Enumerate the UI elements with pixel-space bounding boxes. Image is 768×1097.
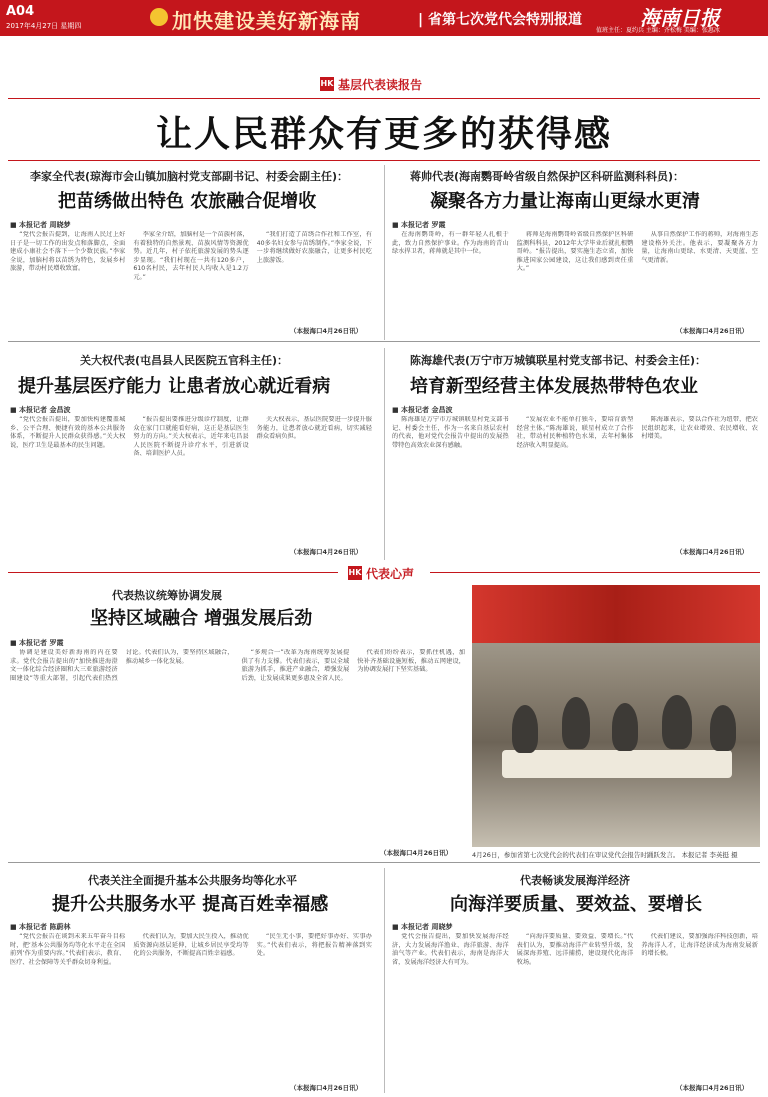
- voice-headline: 坚持区域融合 增强发展后劲: [90, 608, 313, 629]
- issue-date: 2017年4月27日 星期四: [6, 22, 82, 30]
- voice-headline: 向海洋要质量、要效益、要增长: [450, 894, 702, 915]
- voice-byline: ■ 本报记者 罗霞: [10, 639, 64, 647]
- article-body: 陈海雄是万宁市万城镇联星村党支部书记、村委会主任，作为一名来自基层农村的代表，他对党代会报告中提出的发展热带特色高效农业深有感触。 “发展农业不能单打独斗，要培育新型经营主体。”陈海雄说，联星村成立了合作社，带动村民种植特色水果，去年村集体经济收入明显提高。 陈海雄表示，要以合作社为纽带，把农民组织起来，让农业增效、农民增收、农村增美。: [392, 416, 758, 449]
- article-body: 在海南鹦哥岭，有一群年轻人扎根于此，致力自然保护事业。作为海南的青山绿水捍卫者，蒋帅就是其中一位。 蒋帅是海南鹦哥岭省级自然保护区科研监测科科员，2012年大学毕业后就扎根鹦哥岭。“报告提出，要实施生态立省，加快推进国家公园建设，这让我们感到责任重大。” 从事自然保护工作的蒋帅，对海南生态建设格外关注。他表示，要凝聚各方力量，让海南山更绿、水更清、天更蓝、空气更清新。: [392, 231, 758, 273]
- divider: [8, 572, 338, 573]
- article-speaker: 李家全代表(琼海市会山镇加脑村党支部副书记、村委会副主任)：: [30, 170, 349, 183]
- photo-person: [612, 703, 638, 751]
- divider: [8, 160, 760, 161]
- section-label: [320, 76, 422, 92]
- photo-person: [562, 697, 590, 749]
- voice-byline: ■ 本报记者 陈蔚林: [10, 923, 71, 931]
- divider: [8, 341, 760, 342]
- voice-body: “党代会报告在谈到未来五年奋斗目标时，把‘基本公共服务均等化水平走在全国前列’作为重要内容。”代表们表示，教育、医疗、社会保障等关乎群众切身利益。 代表们认为，要加大民生投入，推动优质资源向基层延伸，让城乡居民享受均等化的公共服务，不断提高百姓幸福感。 “民生无小事，要把好事办好、实事办实。”代表们表示，将把报告精神落到实处。: [10, 933, 372, 966]
- section-label-text: 基层代表读报告: [338, 77, 423, 92]
- column-divider: [384, 868, 385, 1093]
- voice-body: 协调是建设美好新海南的内在要求。党代会报告提出的“加快推进海澄文一体化综合经济圈和大三亚旅游经济圈建设”等重大部署，引起代表们热烈讨论。代表们认为，要坚持区域融合，推动城乡一体化发展。 “多规合一”改革为海南统筹发展提供了有力支撑。代表们表示，要以全域旅游为抓手，推进产业融合，增强发展后劲，让发展成果更多惠及全省人民。 代表们纷纷表示，要抓住机遇，加快补齐基础设施短板，推动五网建设，为协调发展打下坚实基础。: [10, 649, 465, 682]
- article-byline: ■ 本报记者 金昌波: [10, 406, 71, 414]
- divider: [430, 572, 760, 573]
- voice-speaker: 代表关注全面提升基本公共服务均等化水平: [88, 874, 297, 887]
- article-body: “党代会报告提到，让海南人民过上好日子是一切工作的出发点和落脚点，全面建成小康社会不落下一个少数民族。”李家全说，加脑村将以苗绣为特色，发展乡村旅游，带动村民增收致富。 李家全介绍，加脑村是一个苗族村落，有着独特的自然景观、苗族风情等资源优势。近几年，村子依托旅游发展的势头逐步显现。“我们村现在一共有120多户，610名村民，去年村民人均收入是1.2万元。” “我们打造了苗绣合作社和工作室，有40多名妇女参与苗绣制作。”李家全说，下一步将继续做好农旅融合，让更多村民吃上旅游饭。: [10, 231, 372, 281]
- page-number: A04: [6, 4, 35, 19]
- voice-source: （本报海口4月26日讯）: [290, 1084, 363, 1092]
- photo-banner: [472, 585, 760, 643]
- divider: [8, 98, 760, 99]
- voice-speaker: 代表畅谈发展海洋经济: [520, 874, 630, 887]
- section-label-text: 代表心声: [366, 566, 415, 581]
- main-headline: 让人民群众有更多的获得感: [155, 114, 612, 155]
- hk-badge-icon: HK: [348, 566, 362, 580]
- article-byline: ■ 本报记者 金昌波: [392, 406, 453, 414]
- meeting-photo: [472, 585, 760, 847]
- article-headline: 凝聚各方力量让海南山更绿水更清: [430, 191, 700, 212]
- article-byline: ■ 本报记者 周晓梦: [10, 221, 71, 229]
- article-source: （本报海口4月26日讯）: [290, 548, 363, 556]
- photo-person: [662, 695, 692, 749]
- article-speaker: 蒋帅代表(海南鹦哥岭省级自然保护区科研监测科科员)：: [410, 170, 685, 183]
- column-divider: [384, 348, 385, 560]
- article-source: （本报海口4月26日讯）: [676, 327, 749, 335]
- article-source: （本报海口4月26日讯）: [290, 327, 363, 335]
- article-headline: 提升基层医疗能力 让患者放心就近看病: [18, 376, 331, 397]
- photo-person: [710, 705, 736, 751]
- section-label: [348, 565, 414, 581]
- article-source: （本报海口4月26日讯）: [676, 548, 749, 556]
- voice-source: （本报海口4月26日讯）: [380, 849, 453, 857]
- header-title: 加快建设美好新海南: [172, 9, 361, 33]
- party-emblem-icon: [150, 8, 168, 26]
- article-body: “党代会报告提出，要加快构建覆盖城乡、公平合理、便捷有效的基本公共服务体系，不断提升人民群众获得感。”关大权说，医疗卫生是最基本的民生问题。 “报告提出要推进分级诊疗制度，让群众在家门口就能看好病，这正是基层医生努力的方向。”关大权表示，近年来屯昌县人民医院不断提升诊疗水平，引进新设备、培训医护人员。 关大权表示，基层医院要进一步提升服务能力，让患者放心就近看病，切实减轻群众看病负担。: [10, 416, 372, 458]
- column-divider: [384, 165, 385, 340]
- article-speaker: 陈海雄代表(万宁市万城镇联星村党支部书记、村委会主任)：: [410, 354, 707, 367]
- photo-table: [502, 750, 732, 778]
- voice-headline: 提升公共服务水平 提高百姓幸福感: [52, 894, 329, 915]
- photo-caption: 4月26日，参加省第七次党代会的代表们在审议党代会报告时踊跃发言。 本报记者 李英挺 摄: [472, 851, 738, 859]
- voice-body: 党代会报告提出，要加快发展海洋经济，大力发展海洋渔业、海洋旅游、海洋油气等产业。代表们表示，海南是海洋大省，发展海洋经济大有可为。 “向海洋要质量、要效益、要增长。”代表们认为，要推动海洋产业转型升级，发展深海养殖、远洋捕捞，建设现代化海洋牧场。 代表们建议，要加强海洋科技创新，培养海洋人才，让海洋经济成为海南发展新的增长极。: [392, 933, 758, 966]
- article-speaker: 关大权代表(屯昌县人民医院五官科主任)：: [80, 354, 289, 367]
- voice-speaker: 代表热议统筹协调发展: [112, 589, 222, 602]
- hk-badge-icon: HK: [320, 77, 334, 91]
- divider: [8, 862, 760, 863]
- article-byline: ■ 本报记者 罗霞: [392, 221, 446, 229]
- newspaper-logo: 海南日报: [640, 6, 720, 30]
- editor-credits: 值班主任：夏约兵 主编：齐松梅 美编：张惠冰: [596, 27, 720, 34]
- voice-byline: ■ 本报记者 周晓梦: [392, 923, 453, 931]
- voice-source: （本报海口4月26日讯）: [676, 1084, 749, 1092]
- article-headline: 把苗绣做出特色 农旅融合促增收: [58, 191, 317, 212]
- header-subtitle: | 省第七次党代会特别报道: [418, 12, 582, 28]
- photo-person: [512, 705, 538, 753]
- article-headline: 培育新型经营主体发展热带特色农业: [410, 376, 698, 397]
